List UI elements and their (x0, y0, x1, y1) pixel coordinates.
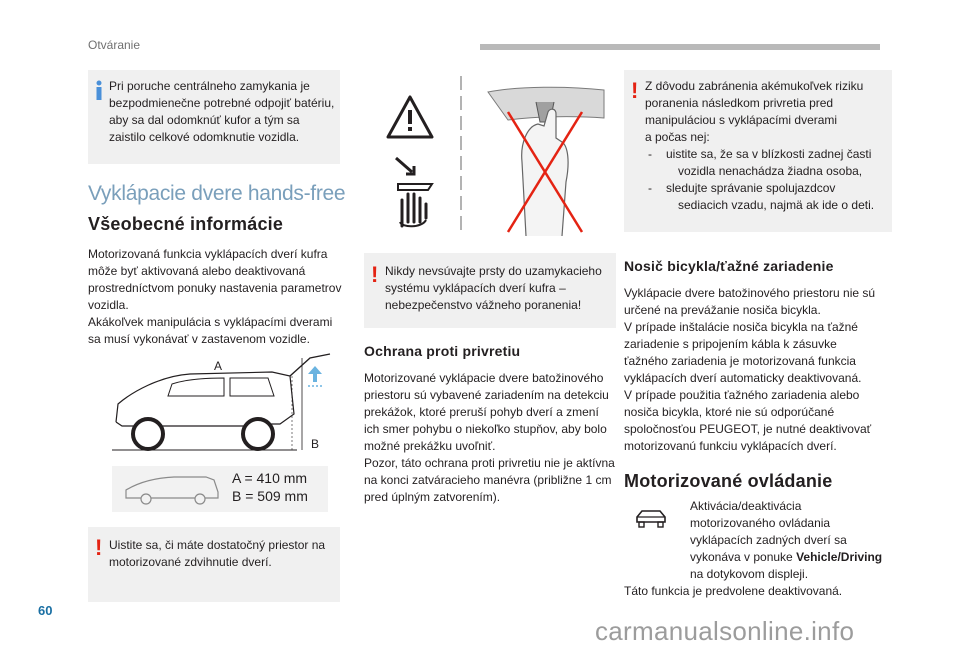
warning-item-line: vozidla nenachádza žiadna osoba, (678, 164, 863, 178)
body-line: nosiča bicykla, ktoré nie sú odporúčané (624, 405, 835, 419)
body-line: určené na prevážanie nosiča bicykla. (624, 303, 821, 317)
body-line: Pozor, táto ochrana proti privretiu nie je aktívna (364, 456, 615, 470)
list-dash: - (648, 181, 652, 195)
body-line: na konci zatváracieho manévra (približne 1 cm (364, 473, 612, 487)
body-line: V prípade inštalácie nosiča bicykla na ťažné (624, 320, 858, 334)
body-line: Akákoľvek manipulácia s vyklápacími dverami (88, 315, 333, 329)
car-outline-icon (122, 472, 224, 506)
divider-dashed (459, 76, 463, 236)
body-line: V prípade použitia ťažného zariadenia alebo (624, 388, 860, 402)
body-line-prefix: vykonáva v ponuke (690, 550, 797, 564)
warning-box-persons (624, 70, 892, 232)
section-header: Otváranie (88, 38, 141, 52)
dimension-panel (112, 466, 328, 512)
warning-icon: ! (371, 262, 379, 287)
warning-box-space (88, 527, 340, 602)
info-note-box (88, 70, 340, 164)
body-line: Vyklápacie dvere batožinového priestoru nie sú (624, 286, 876, 300)
warning-line: nebezpečenstvo vážneho poranenia! (385, 298, 582, 312)
section-title: Vyklápacie dvere hands-free (88, 182, 346, 205)
warning-line: Z dôvodu zabránenia akémukoľvek riziku (645, 79, 864, 93)
subtitle-bike-carrier: Nosič bicykla/ťažné zariadenie (624, 258, 834, 274)
hand-in-lock-illustration (478, 82, 606, 238)
subtitle-general-info: Všeobecné informácie (88, 214, 284, 234)
info-note-text: Pri poruche centrálneho zamykania je bezpodmienečne potrebné odpojiť batériu, aby sa dal odomknúť kufor a tým sa zaistilo celkové odomknutie vozidla. (109, 79, 335, 144)
warning-box-fingers (364, 253, 616, 328)
subtitle-anti-pinch: Ochrana proti privretiu (364, 343, 521, 359)
body-line: spoločnosťou PEUGEOT, je nutné deaktivovať (624, 422, 872, 436)
body-line: Motorizovaná funkcia vyklápacích dverí kufra (88, 247, 328, 261)
body-line-menu (690, 549, 882, 566)
header-bar (480, 44, 880, 50)
warning-line: Nikdy nevsúvajte prsty do uzamykacieho (385, 264, 602, 278)
body-line: Táto funkcia je predvolene deaktivovaná. (624, 584, 843, 598)
warning-item-line: sledujte správanie spolujazdcov (666, 181, 836, 195)
title-motorized-control: Motorizované ovládanie (624, 471, 833, 491)
warning-line: a počas nej: (645, 130, 710, 144)
body-line: sa musí vykonávať v zastavenom vozidle. (88, 332, 310, 346)
body-line: priestoru sú vybavené zariadením na detekciu (364, 388, 609, 402)
page-number: 60 (38, 603, 53, 618)
dimension-a: A = 410 mm (232, 470, 308, 486)
warning-icon: ! (631, 78, 639, 103)
body-line: pred úplným zatvorením). (364, 490, 501, 504)
body-line: Motorizované vyklápacie dvere batožinového (364, 371, 604, 385)
list-dash: - (648, 147, 652, 161)
warning-line: manipuláciou s vyklápacími dverami (645, 113, 838, 127)
body-line: Aktivácia/deaktivácia (690, 499, 802, 513)
body-line: ťažného zariadenia je motorizovaná funkcia (624, 354, 856, 368)
warning-line: Uistite sa, či máte dostatočný priestor na (109, 538, 326, 552)
body-line: motorizovanú funkciu vyklápacích dverí. (624, 439, 837, 453)
body-line: zariadenie s pripojením kábla k zásuvke (624, 337, 837, 351)
warning-line: motorizované zdvihnutie dverí. (109, 555, 272, 569)
warning-item-line: uistite sa, že sa v blízkosti zadnej časti (666, 147, 872, 161)
hand-pinch-icon (392, 156, 438, 228)
body-line: prostredníctvom ponuky nastavenia parametrov (88, 281, 342, 295)
body-line: možné prekážku uvoľniť. (364, 439, 496, 453)
warning-line: poranenia následkom privretia pred (645, 96, 834, 110)
figure-label-a: A (214, 359, 223, 373)
body-line: vyklápacích dverí automaticky deaktivovaná. (624, 371, 862, 385)
info-icon (94, 80, 104, 100)
body-line: ich smer pohybu o niekoľko stupňov, aby bolo (364, 422, 607, 436)
hazard-triangle-icon (385, 94, 435, 140)
warning-item-line: sediacich vzadu, najmä ak ide o deti. (678, 198, 875, 212)
watermark: carmanualsonline.info (595, 616, 855, 646)
body-line: vyklápacích zadných dverí sa (690, 533, 847, 547)
body-line: motorizovaného ovládania (690, 516, 831, 530)
menu-name: Vehicle/Driving (796, 550, 883, 564)
body-line: prekážok, ktoré preruší pohyb dverí a zmení (364, 405, 599, 419)
body-line: na dotykovom displeji. (690, 567, 809, 581)
figure-label-b: B (311, 437, 320, 451)
warning-line: systému vyklápacích dverí kufra – (385, 281, 566, 295)
car-settings-icon (634, 508, 668, 530)
body-line: vozidla. (88, 298, 129, 312)
body-line: môže byť aktivovaná alebo deaktivovaná (88, 264, 306, 278)
warning-icon: ! (95, 535, 103, 560)
dimension-b: B = 509 mm (232, 488, 308, 504)
